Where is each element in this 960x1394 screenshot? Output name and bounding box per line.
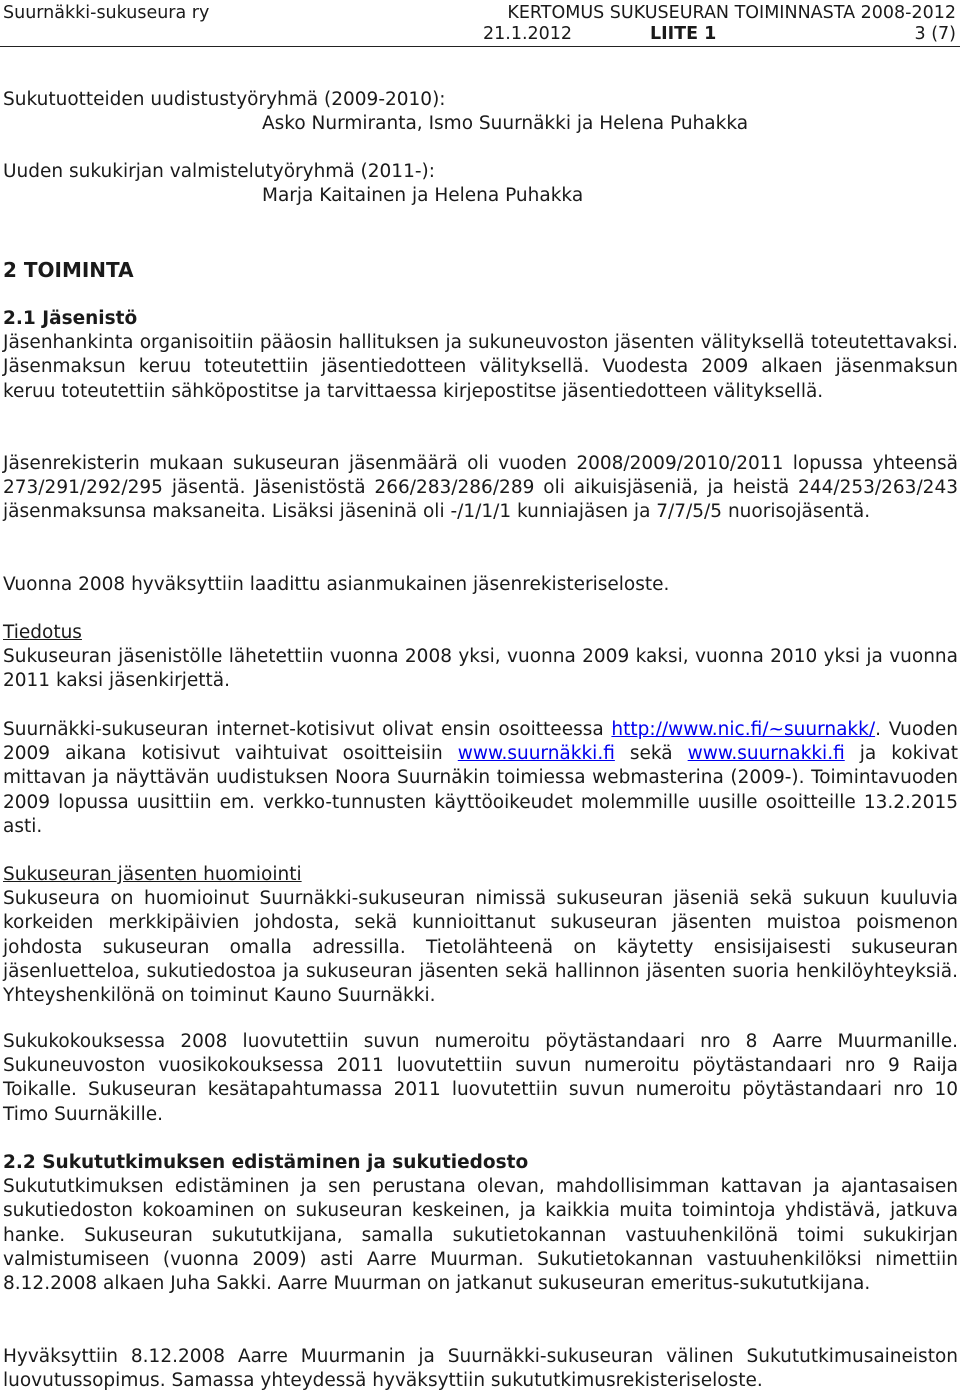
website-text: . Vuoden 2009 aikana kotisivut vaihtuivat osoitteisiin (3, 719, 958, 765)
agreement-section (3, 1345, 958, 1393)
subheading-member-recognition: Sukuseuran jäsenten huomiointi (3, 864, 302, 885)
huomiointi-section (3, 863, 958, 1008)
working-group-title: Sukutuotteiden uudistustyöryhmä (2009-2010): (3, 89, 446, 110)
paragraph-membership-counts: Jäsenrekisterin mukaan sukuseuran jäsenmäärä oli vuoden 2008/2009/2010/2011 lopussa yhteensä 273/291/292/295 jäsentä. Jäsenistöstä 266/283/286/289 oli aikuisjäseniä, ja heistä 244/253/263/243 jäsenmaksunsa maksaneita. Lisäksi jäseninä oli -/1/1/1 kunniajäsen ja 7/7/5/5 nuorisojäsentä. (3, 453, 958, 523)
section-heading: 2.2 Sukututkimuksen edistäminen ja sukutiedosto (3, 1152, 529, 1173)
website-text: sekä (614, 743, 688, 765)
paragraph-membership-recruitment: Jäsenhankinta organisoitiin pääosin hallituksen ja sukuneuvoston jäsenten välityksellä toteutettavaksi. Jäsenmaksun keruu toteutettiin jäsentiedotteen välityksellä. Vuodesta 2009 alkaen jäsenmaksun keruu toteutettiin sähköpostitse ja tarvittaessa kirjepostitse jäsentiedotteen välityksellä. (3, 332, 958, 402)
section-2-1 (3, 307, 958, 404)
table-standard-section (3, 1030, 958, 1127)
working-group-title: Uuden sukukirjan valmistelutyöryhmä (2011-): (3, 161, 435, 182)
paragraph-register: Vuonna 2008 hyväksyttiin laadittu asianmukainen jäsenrekisteriseloste. (3, 574, 670, 595)
register-note (3, 573, 958, 597)
paragraph-website (3, 718, 958, 839)
header-page-number: 3 (7) (914, 24, 956, 44)
website-section (3, 718, 958, 839)
paragraph-member-recognition: Sukuseura on huomioinut Suurnäkki-sukuseuran nimissä sukuseuran jäseniä sekä sukuun kuuluvia korkeiden merkkipäivien johdosta, sekä kunnioittanut sukuseuran jäsenten muistoa poismenon johdosta sukuseuran omalla adressilla. Tietolähteenä on käytetty ensisijaisesti sukuseuran jäsenluetteloa, sukutiedostoa ja sukuseuran jäsenten sekä hallinnon jäsenten suoria henkilöyhteyksiä. Yhteyshenkilönä on toiminut Kauno Suurnäkki. (3, 888, 958, 1007)
website-text: Suurnäkki-sukuseuran internet-kotisivut olivat ensin osoitteessa (3, 719, 612, 740)
tiedotus-section (3, 621, 958, 694)
section-2-2 (3, 1151, 958, 1296)
link-suurnakki-umlaut[interactable]: www.suurnäkki.fi (457, 743, 615, 765)
link-old-homepage[interactable]: http://www.nic.fi/~suurnakk/ (611, 719, 876, 740)
header-divider (0, 46, 960, 47)
header-report-title: KERTOMUS SUKUSEURAN TOIMINNASTA 2008-2012 (507, 3, 956, 23)
working-group-1 (3, 88, 958, 136)
website-text: ja kokivat mittavan ja näyttävän uudistuksen Noora Suurnäkin toimiessa webmasterina (2009-). Toimintavuoden 2009 lopussa uusittiin em. verkko-tunnusten käyttöoikeudet molemmille uusille osoitteille 13.2.2015 asti. (3, 743, 958, 837)
link-suurnakki[interactable]: www.suurnakki.fi (687, 743, 845, 765)
working-group-members: Marja Kaitainen ja Helena Puhakka (262, 185, 584, 207)
paragraph-genealogy: Sukututkimuksen edistäminen ja sen perustana olevan, mahdollisimman kattavan ja ajantasaisen sukutiedoston kokoaminen on sukuseuran keskeinen, ja kaikkia muita toimintoja yhdistävä, jatkuva hanke. Sukuseuran sukututkijana, samalla sukutietokannan vastuuhenkilönä toimi sukukirjan valmistumiseen (vuonna 2009) asti Aarre Muurman. Sukutietokannan vastuuhenkilöksi nimettiin 8.12.2008 alkaen Juha Sakki. Aarre Muurman on jatkanut sukuseuran emeritus-sukututkijana. (3, 1176, 958, 1295)
working-group-2 (3, 160, 958, 208)
paragraph-tiedotus: Sukuseuran jäsenistölle lähetettiin vuonna 2008 yksi, vuonna 2009 kaksi, vuonna 2010 yksi ja vuonna 2011 kaksi jäsenkirjettä. (3, 646, 958, 692)
chapter-heading: 2 TOIMINTA (3, 258, 134, 282)
header-org: Suurnäkki-sukuseura ry (3, 3, 210, 23)
subheading-tiedotus: Tiedotus (3, 622, 82, 643)
section-heading: 2.1 Jäsenistö (3, 308, 138, 329)
paragraph-agreement: Hyväksyttiin 8.12.2008 Aarre Muurmanin ja Suurnäkki-sukuseuran välinen Sukututkimusaineiston luovutussopimus. Samassa yhteydessä hyväksyttiin sukututkimusrekisteriseloste. (3, 1346, 958, 1392)
membership-counts (3, 452, 958, 525)
paragraph-table-standard: Sukukokouksessa 2008 luovutettiin suvun numeroitu pöytästandaari nro 8 Aarre Muurmanille. Sukuneuvoston vuosikokouksessa 2011 luovutettiin suvun numeroitu pöytästandaari nro 9 Raija Toikalle. Sukuseuran kesätapahtumassa 2011 luovutettiin suvun numeroitu pöytästandaari nro 10 Timo Suurnäkille. (3, 1031, 958, 1125)
working-group-members: Asko Nurmiranta, Ismo Suurnäkki ja Helena Puhakka (262, 113, 749, 135)
header-appendix: LIITE 1 (650, 24, 717, 44)
header-date: 21.1.2012 (483, 24, 573, 44)
